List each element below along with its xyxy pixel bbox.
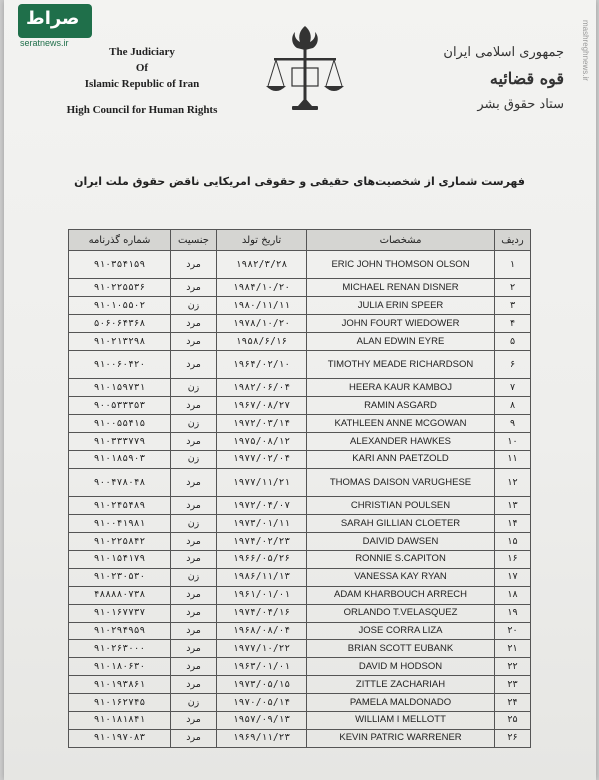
birth-date-cell: ۱۹۷۰/۰۵/۱۴: [217, 694, 307, 712]
gender-cell: مرد: [171, 251, 217, 279]
row-number-cell: ۲۱: [495, 640, 531, 658]
birth-date-cell: ۱۹۵۷/۰۹/۱۳: [217, 711, 307, 729]
row-number-cell: ۵: [495, 333, 531, 351]
table-row: [69, 533, 531, 551]
passport-cell: ۹۱۰۲۲۵۵۳۶: [69, 279, 171, 297]
row-number-cell: ۸: [495, 397, 531, 415]
row-number-cell: ۴: [495, 315, 531, 333]
table-row: [69, 379, 531, 397]
watermark-url: seratnews.ir: [20, 38, 69, 48]
name-cell: CHRISTIAN POULSEN: [307, 497, 495, 515]
passport-cell: ۹۱۰۱۸۵۹۰۳: [69, 450, 171, 468]
row-number-cell: ۱۵: [495, 533, 531, 551]
gender-cell: مرد: [171, 350, 217, 378]
gender-cell: مرد: [171, 711, 217, 729]
birth-date-cell: ۱۹۶۹/۱۱/۲۳: [217, 729, 307, 747]
row-number-cell: ۱۹: [495, 604, 531, 622]
birth-date-cell: ۱۹۶۷/۰۸/۲۷: [217, 397, 307, 415]
english-header: [22, 44, 262, 118]
table-row: [69, 251, 531, 279]
passport-cell: ۹۱۰۱۸۰۶۳۰: [69, 658, 171, 676]
birth-date-cell: ۱۹۸۶/۱۱/۱۳: [217, 568, 307, 586]
gender-cell: مرد: [171, 397, 217, 415]
header-en-line3: Islamic Republic of Iran: [84, 78, 200, 90]
gender-cell: مرد: [171, 640, 217, 658]
gender-cell: مرد: [171, 604, 217, 622]
name-cell: RAMIN ASGARD: [307, 397, 495, 415]
table-row: [69, 397, 531, 415]
row-number-cell: ۲۰: [495, 622, 531, 640]
birth-date-cell: ۱۹۷۳/۰۱/۱۱: [217, 515, 307, 533]
judiciary-emblem-icon: [260, 20, 350, 120]
birth-date-cell: ۱۹۶۴/۰۲/۱۰: [217, 350, 307, 378]
row-number-cell: ۱۰: [495, 433, 531, 451]
passport-cell: ۹۱۰۱۸۱۸۴۱: [69, 711, 171, 729]
table-row: [69, 450, 531, 468]
header-en-line2: Of: [135, 62, 149, 74]
passport-cell: ۹۱۰۲۹۴۹۵۹: [69, 622, 171, 640]
passport-cell: ۹۰۰۵۳۳۳۵۳: [69, 397, 171, 415]
table-row: [69, 315, 531, 333]
birth-date-cell: ۱۹۷۷/۱۰/۲۲: [217, 640, 307, 658]
gender-cell: زن: [171, 415, 217, 433]
row-number-cell: ۲۵: [495, 711, 531, 729]
row-number-cell: ۲۴: [495, 694, 531, 712]
birth-date-cell: ۱۹۷۲/۰۳/۱۴: [217, 415, 307, 433]
row-number-cell: ۱۱: [495, 450, 531, 468]
passport-cell: ۴۸۸۸۸۰۷۳۸: [69, 586, 171, 604]
table-row: [69, 586, 531, 604]
gender-cell: مرد: [171, 658, 217, 676]
watermark-logo-text: صراط: [26, 8, 80, 29]
name-cell: JULIA ERIN SPEER: [307, 297, 495, 315]
gender-cell: زن: [171, 379, 217, 397]
passport-cell: ۹۱۰۱۵۴۱۷۹: [69, 550, 171, 568]
name-cell: JOSE CORRA LIZA: [307, 622, 495, 640]
header-en-line4: High Council for Human Rights: [66, 104, 218, 116]
passport-cell: ۹۱۰۰۴۱۹۸۱: [69, 515, 171, 533]
row-number-cell: ۱۷: [495, 568, 531, 586]
gender-cell: مرد: [171, 497, 217, 515]
name-cell: WILLIAM I MELLOTT: [307, 711, 495, 729]
gender-cell: زن: [171, 515, 217, 533]
birth-date-cell: ۱۹۷۴/۰۲/۲۳: [217, 533, 307, 551]
name-cell: ERIC JOHN THOMSON OLSON: [307, 251, 495, 279]
passport-cell: ۹۰۰۴۷۸۰۴۸: [69, 468, 171, 496]
name-cell: SARAH GILLIAN CLOETER: [307, 515, 495, 533]
name-cell: BRIAN SCOTT EUBANK: [307, 640, 495, 658]
gender-cell: مرد: [171, 622, 217, 640]
table-row: [69, 658, 531, 676]
gender-cell: مرد: [171, 433, 217, 451]
passport-cell: ۹۱۰۲۱۳۲۹۸: [69, 333, 171, 351]
side-watermark: mashreghnews.ir: [581, 20, 590, 81]
gender-cell: مرد: [171, 333, 217, 351]
gender-cell: مرد: [171, 468, 217, 496]
birth-date-cell: ۱۹۶۳/۰۱/۰۱: [217, 658, 307, 676]
header-fa-line3: ستاد حقوق بشر: [477, 97, 564, 112]
row-number-cell: ۲۶: [495, 729, 531, 747]
name-cell: PAMELA MALDONADO: [307, 694, 495, 712]
col-birth-header: تاریخ تولد: [217, 230, 307, 251]
table-row: [69, 694, 531, 712]
name-cell: ADAM KHARBOUCH ARRECH: [307, 586, 495, 604]
table-row: [69, 497, 531, 515]
col-no-header: ردیف: [495, 230, 531, 251]
gender-cell: مرد: [171, 586, 217, 604]
table-row: [69, 415, 531, 433]
name-cell: RONNIE S.CAPITON: [307, 550, 495, 568]
row-number-cell: ۱۶: [495, 550, 531, 568]
row-number-cell: ۲۳: [495, 676, 531, 694]
passport-cell: ۹۱۰۱۵۹۷۳۱: [69, 379, 171, 397]
gender-cell: مرد: [171, 533, 217, 551]
gender-cell: مرد: [171, 676, 217, 694]
birth-date-cell: ۱۹۸۲/۰۶/۰۴: [217, 379, 307, 397]
name-cell: JOHN FOURT WIEDOWER: [307, 315, 495, 333]
name-cell: TIMOTHY MEADE RICHARDSON: [307, 350, 495, 378]
passport-cell: ۹۱۰۲۲۵۸۴۲: [69, 533, 171, 551]
row-number-cell: ۲۲: [495, 658, 531, 676]
header-en-line1: The Judiciary: [109, 46, 175, 58]
row-number-cell: ۱: [495, 251, 531, 279]
passport-cell: ۹۱۰۰۶۰۴۲۰: [69, 350, 171, 378]
row-number-cell: ۷: [495, 379, 531, 397]
table-row: [69, 279, 531, 297]
birth-date-cell: ۱۹۷۵/۰۸/۱۲: [217, 433, 307, 451]
gender-cell: زن: [171, 297, 217, 315]
table-row: [69, 468, 531, 496]
table-row: [69, 333, 531, 351]
name-cell: ORLANDO T.VELASQUEZ: [307, 604, 495, 622]
birth-date-cell: ۱۹۷۷/۰۲/۰۴: [217, 450, 307, 468]
passport-cell: ۹۱۰۱۰۵۵۰۲: [69, 297, 171, 315]
passport-cell: ۵۰۶۰۶۴۳۶۸: [69, 315, 171, 333]
table-header-row: [69, 230, 531, 251]
passport-cell: ۹۱۰۰۵۵۴۱۵: [69, 415, 171, 433]
table-row: [69, 622, 531, 640]
table-row: [69, 350, 531, 378]
name-cell: KARI ANN PAETZOLD: [307, 450, 495, 468]
passport-cell: ۹۱۰۲۶۳۰۰۰: [69, 640, 171, 658]
birth-date-cell: ۱۹۶۶/۰۵/۲۶: [217, 550, 307, 568]
persian-header: [414, 40, 564, 118]
row-number-cell: ۲: [495, 279, 531, 297]
table-row: [69, 515, 531, 533]
table-row: [69, 297, 531, 315]
birth-date-cell: ۱۹۷۷/۱۱/۲۱: [217, 468, 307, 496]
name-cell: MICHAEL RENAN DISNER: [307, 279, 495, 297]
passport-cell: ۹۱۰۳۵۴۱۵۹: [69, 251, 171, 279]
header-fa-line2: قوه قضائیه: [489, 69, 564, 88]
col-name-header: مشخصات: [307, 230, 495, 251]
birth-date-cell: ۱۹۸۰/۱۱/۱۱: [217, 297, 307, 315]
col-passport-header: شماره گذرنامه: [69, 230, 171, 251]
name-cell: HEERA KAUR KAMBOJ: [307, 379, 495, 397]
row-number-cell: ۹: [495, 415, 531, 433]
gender-cell: زن: [171, 450, 217, 468]
table-row: [69, 604, 531, 622]
table-row: [69, 568, 531, 586]
gender-cell: مرد: [171, 729, 217, 747]
name-cell: DAIVID DAWSEN: [307, 533, 495, 551]
name-cell: DAVID M HODSON: [307, 658, 495, 676]
table-row: [69, 550, 531, 568]
col-gender-header: جنسیت: [171, 230, 217, 251]
passport-cell: ۹۱۰۳۳۳۷۷۹: [69, 433, 171, 451]
table-row: [69, 676, 531, 694]
passport-cell: ۹۱۰۱۶۷۷۳۷: [69, 604, 171, 622]
birth-date-cell: ۱۹۷۳/۰۵/۱۵: [217, 676, 307, 694]
gender-cell: زن: [171, 568, 217, 586]
row-number-cell: ۱۸: [495, 586, 531, 604]
name-cell: VANESSA KAY RYAN: [307, 568, 495, 586]
birth-date-cell: ۱۹۵۸/۶/۱۶: [217, 333, 307, 351]
gender-cell: مرد: [171, 315, 217, 333]
birth-date-cell: ۱۹۷۸/۱۰/۲۰: [217, 315, 307, 333]
persons-table: [68, 229, 531, 748]
table-row: [69, 640, 531, 658]
row-number-cell: ۱۲: [495, 468, 531, 496]
gender-cell: مرد: [171, 279, 217, 297]
birth-date-cell: ۱۹۷۲/۰۴/۰۷: [217, 497, 307, 515]
passport-cell: ۹۱۰۱۶۲۷۴۵: [69, 694, 171, 712]
birth-date-cell: ۱۹۶۸/۰۸/۰۴: [217, 622, 307, 640]
gender-cell: زن: [171, 694, 217, 712]
passport-cell: ۹۱۰۲۴۵۴۸۹: [69, 497, 171, 515]
watermark-logo: [18, 4, 92, 38]
row-number-cell: ۱۳: [495, 497, 531, 515]
birth-date-cell: ۱۹۸۲/۳/۲۸: [217, 251, 307, 279]
gender-cell: مرد: [171, 550, 217, 568]
birth-date-cell: ۱۹۸۴/۱۰/۲۰: [217, 279, 307, 297]
name-cell: ALEXANDER HAWKES: [307, 433, 495, 451]
passport-cell: ۹۱۰۲۳۰۵۳۰: [69, 568, 171, 586]
table-row: [69, 711, 531, 729]
name-cell: THOMAS DAISON VARUGHESE: [307, 468, 495, 496]
table-row: [69, 729, 531, 747]
passport-cell: ۹۱۰۱۹۳۸۶۱: [69, 676, 171, 694]
list-title: فهرست شماری از شخصیت‌های حقیقی و حقوقی امریکایی ناقض حقوق ملت ایران: [74, 175, 525, 188]
name-cell: KATHLEEN ANNE MCGOWAN: [307, 415, 495, 433]
row-number-cell: ۶: [495, 350, 531, 378]
name-cell: ALAN EDWIN EYRE: [307, 333, 495, 351]
table-row: [69, 433, 531, 451]
header-fa-line1: جمهوری اسلامی ایران: [443, 45, 564, 60]
birth-date-cell: ۱۹۶۱/۰۱/۰۱: [217, 586, 307, 604]
name-cell: KEVIN PATRIC WARRENER: [307, 729, 495, 747]
row-number-cell: ۳: [495, 297, 531, 315]
name-cell: ZITTLE ZACHARIAH: [307, 676, 495, 694]
row-number-cell: ۱۴: [495, 515, 531, 533]
passport-cell: ۹۱۰۱۹۷۰۸۳: [69, 729, 171, 747]
birth-date-cell: ۱۹۷۴/۰۴/۱۶: [217, 604, 307, 622]
